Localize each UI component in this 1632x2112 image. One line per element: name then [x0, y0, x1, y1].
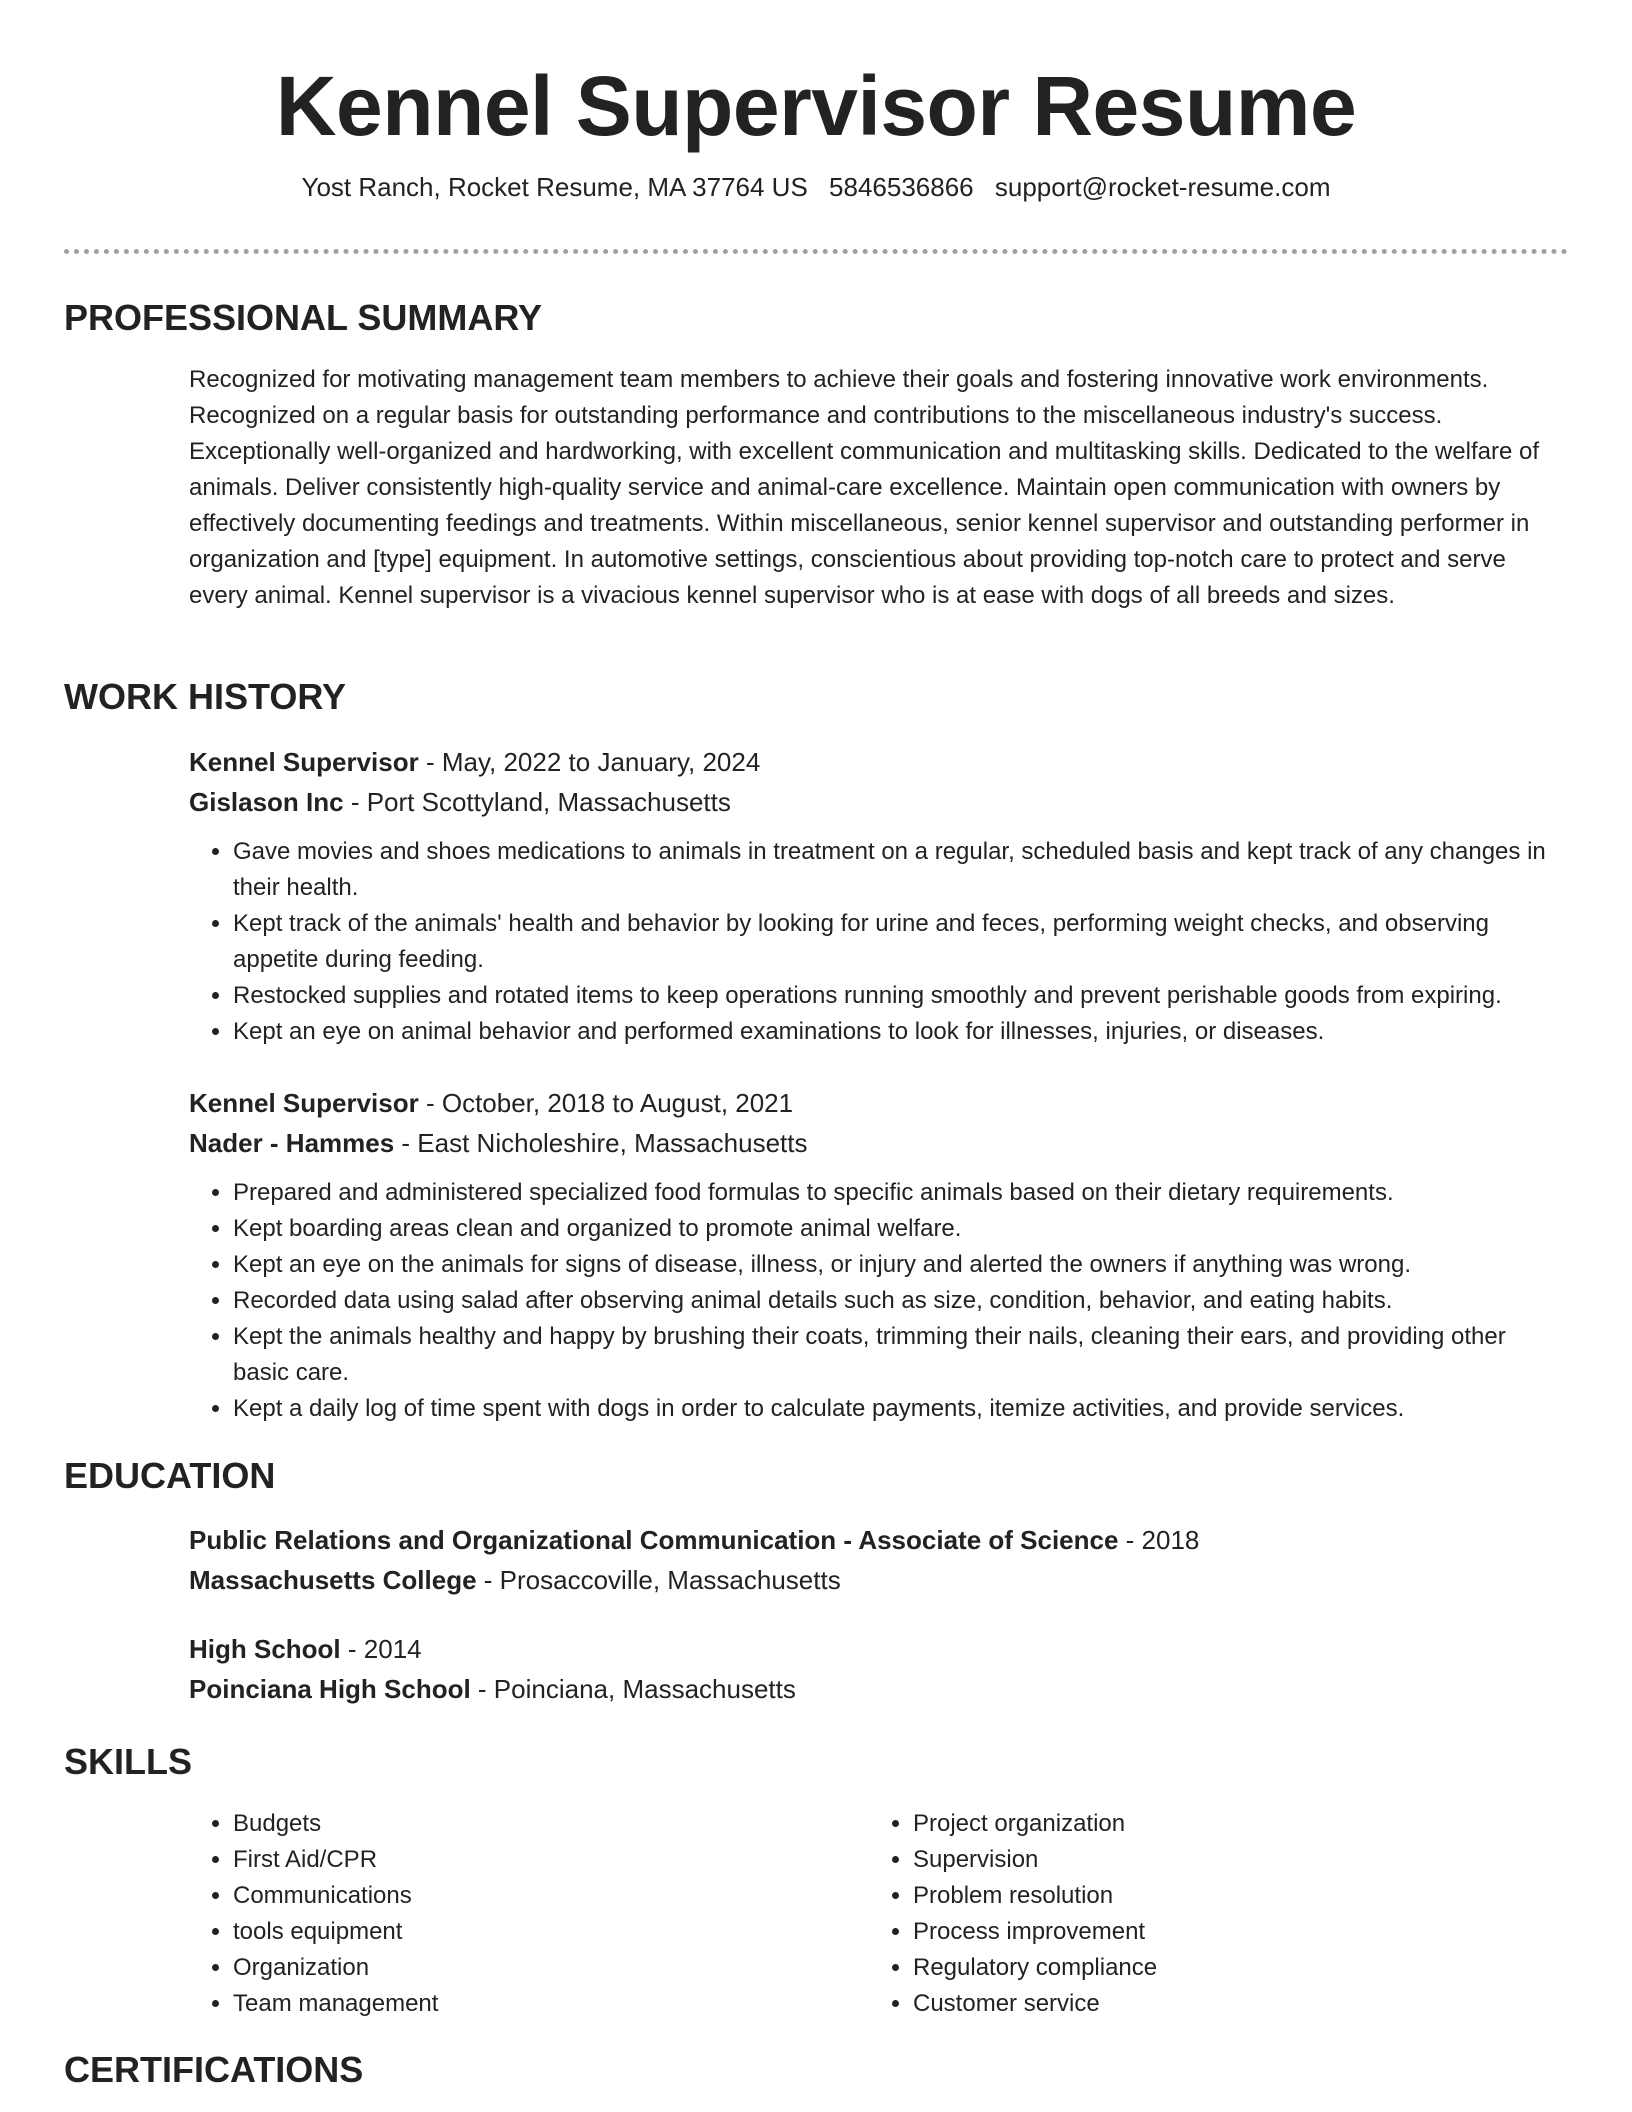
- contact-email: support@rocket-resume.com: [994, 172, 1331, 202]
- skill-item: • Budgets: [233, 1806, 869, 1842]
- job-location: - East Nicholeshire, Massachusetts: [394, 1128, 808, 1158]
- resume-title: Kennel Supervisor Resume: [275, 59, 1357, 153]
- job-company-line: [189, 782, 1568, 822]
- skill-item: • First Aid/CPR: [233, 1842, 869, 1878]
- education-entry: [189, 1629, 1568, 1709]
- section-heading-education: EDUCATION: [64, 1455, 276, 1496]
- education-location: - Prosaccoville, Massachusetts: [476, 1565, 841, 1595]
- section-heading-summary: PROFESSIONAL SUMMARY: [64, 297, 543, 338]
- section-heading-work-history: WORK HISTORY: [64, 676, 347, 717]
- job-bullets: [189, 1175, 1568, 1427]
- job-entry: [189, 1083, 1568, 1427]
- education-degree-line: [189, 1629, 1568, 1669]
- job-entry: [189, 742, 1568, 1050]
- job-bullet: • Restocked supplies and rotated items to keep operations running smoothly and prevent perishable goods from expiring.: [233, 978, 1568, 1014]
- job-bullet: • Kept boarding areas clean and organized to promote animal welfare.: [233, 1211, 1568, 1247]
- job-bullet: • Kept an eye on the animals for signs of disease, illness, or injury and alerted the owners if anything was wrong.: [233, 1247, 1568, 1283]
- education-school-line: [189, 1560, 1568, 1600]
- job-bullet: • Gave movies and shoes medications to animals in treatment on a regular, scheduled basis and kept track of any changes in their health.: [233, 834, 1568, 906]
- section-heading-skills: SKILLS: [64, 1741, 193, 1782]
- skills-column-left: [189, 1806, 869, 2022]
- skill-item: • Communications: [233, 1878, 869, 1914]
- contact-line: [0, 170, 1632, 204]
- header-divider: [64, 249, 1568, 254]
- contact-phone: 5846536866: [829, 172, 974, 202]
- skill-item: • Regulatory compliance: [913, 1950, 1549, 1986]
- job-bullet: • Kept track of the animals' health and behavior by looking for urine and feces, performing weight checks, and observing appetite during feeding.: [233, 906, 1568, 978]
- education-school-line: [189, 1669, 1568, 1709]
- job-bullet: • Kept an eye on animal behavior and performed examinations to look for illnesses, injuries, or diseases.: [233, 1014, 1568, 1050]
- job-location: - Port Scottyland, Massachusetts: [343, 787, 731, 817]
- section-heading-certifications: CERTIFICATIONS: [64, 2049, 364, 2090]
- skills-column-right: [869, 1806, 1549, 2022]
- job-bullet: • Recorded data using salad after observing animal details such as size, condition, behavior, and eating habits.: [233, 1283, 1568, 1319]
- education-degree: High School: [189, 1634, 341, 1664]
- job-company: Gislason Inc: [189, 787, 344, 817]
- job-bullets: [189, 834, 1568, 1050]
- job-title-line: [189, 1083, 1568, 1123]
- skills-list: [189, 1806, 1568, 2022]
- skill-item: • Organization: [233, 1950, 869, 1986]
- job-bullet: • Prepared and administered specialized food formulas to specific animals based on their dietary requirements.: [233, 1175, 1568, 1211]
- job-dates: - October, 2018 to August, 2021: [418, 1088, 794, 1118]
- contact-address: Yost Ranch, Rocket Resume, MA 37764 US: [301, 172, 808, 202]
- skill-item: • tools equipment: [233, 1914, 869, 1950]
- job-bullet: • Kept the animals healthy and happy by brushing their coats, trimming their nails, cleaning their ears, and providing other basic care.: [233, 1319, 1568, 1391]
- education-school: Poinciana High School: [189, 1674, 471, 1704]
- education-school: Massachusetts College: [189, 1565, 477, 1595]
- summary-text: Recognized for motivating management team members to achieve their goals and fostering innovative work environments. Recognized on a regular basis for outstanding performance and contributions to the miscellaneous industry's success. Exceptionally well-organized and hardworking, with excellent communication and multitasking skills. Dedicated to the welfare of animals. Deliver consistently high-quality service and animal-care excellence. Maintain open communication with owners by effectively documenting feedings and treatments. Within miscellaneous, senior kennel supervisor and outstanding performer in organization and [type] equipment. In automotive settings, conscientious about providing top-notch care to protect and serve every animal. Kennel supervisor is a vivacious kennel supervisor who is at ease with dogs of all breeds and sizes.: [189, 366, 1540, 609]
- skill-item: • Customer service: [913, 1986, 1549, 2022]
- job-bullet: • Kept a daily log of time spent with dogs in order to calculate payments, itemize activities, and provide services.: [233, 1391, 1568, 1427]
- job-title-line: [189, 742, 1568, 782]
- education-degree: Public Relations and Organizational Communication - Associate of Science: [189, 1525, 1119, 1555]
- job-title: Kennel Supervisor: [189, 747, 419, 777]
- job-company-line: [189, 1123, 1568, 1163]
- job-title: Kennel Supervisor: [189, 1088, 419, 1118]
- skill-item: • Project organization: [913, 1806, 1549, 1842]
- job-dates: - May, 2022 to January, 2024: [418, 747, 761, 777]
- skill-item: • Team management: [233, 1986, 869, 2022]
- summary-block: [189, 362, 1568, 614]
- skill-item: • Supervision: [913, 1842, 1549, 1878]
- education-degree-line: [189, 1520, 1568, 1560]
- skill-item: • Problem resolution: [913, 1878, 1549, 1914]
- skill-item: • Process improvement: [913, 1914, 1549, 1950]
- job-company: Nader - Hammes: [189, 1128, 395, 1158]
- education-entry: [189, 1520, 1568, 1600]
- education-year: - 2014: [340, 1634, 422, 1664]
- education-year: - 2018: [1118, 1525, 1200, 1555]
- education-location: - Poinciana, Massachusetts: [470, 1674, 796, 1704]
